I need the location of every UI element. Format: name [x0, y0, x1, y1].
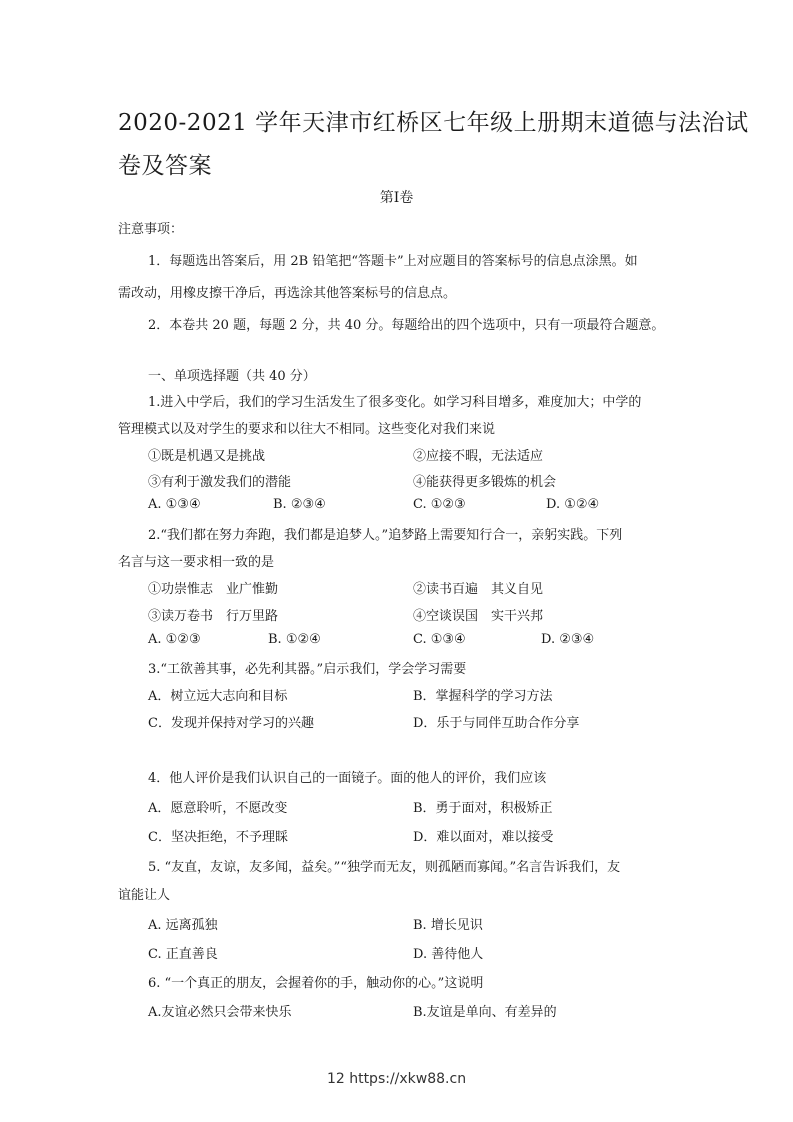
- notice-item-2: 2．本卷共 20 题，每题 2 分，共 40 分。每题给出的四个选项中，只有一项最符合题意。: [148, 318, 665, 333]
- question-6-option: B.友谊是单向、有差异的: [413, 1005, 557, 1020]
- question-1-statement: ③有利于激发我们的潜能: [148, 475, 292, 490]
- question-4-option: B．勇于面对，积极矫正: [413, 801, 553, 816]
- question-3-stem: 3.“工欲善其事，必先利其器。”启示我们，学会学习需要: [148, 662, 467, 677]
- question-4-option: D．难以面对，难以接受: [413, 830, 554, 845]
- question-2-statement: ④空谈误国 实干兴邦: [413, 609, 544, 624]
- volume-label: 第Ⅰ卷: [379, 190, 414, 206]
- question-1-statement: ②应接不暇，无法适应: [413, 449, 544, 464]
- question-1-option: A. ①③④: [148, 497, 201, 512]
- question-6-option: A.友谊必然只会带来快乐: [148, 1005, 292, 1020]
- question-2-stem: 2.“我们都在努力奔跑，我们都是追梦人。”追梦路上需要知行合一，亲躬实践。下列: [148, 528, 623, 543]
- question-1-option: B. ②③④: [273, 497, 326, 512]
- notice-heading: 注意事项：: [118, 222, 184, 237]
- question-2-statement: ①功崇惟志 业广惟勤: [148, 582, 279, 597]
- question-2-stem-cont: 名言与这一要求相一致的是: [118, 555, 275, 570]
- title-line-2: 卷及答案: [118, 153, 212, 179]
- question-1-stem-cont: 管理模式以及对学生的要求和以往大不相同。这些变化对我们来说: [118, 422, 496, 437]
- page-footer: 12 https://xkw88.cn: [326, 1071, 467, 1087]
- question-2-option: B. ①②④: [268, 632, 321, 647]
- question-2-option: D. ②③④: [541, 632, 595, 647]
- question-3-option: B．掌握科学的学习方法: [413, 689, 553, 704]
- part-heading: 一、单项选择题（共 40 分）: [148, 369, 316, 384]
- question-5-option: D. 善待他人: [413, 947, 484, 962]
- question-5-stem-cont: 谊能让人: [118, 888, 171, 903]
- question-4-option: C．坚决拒绝，不予理睬: [148, 830, 288, 845]
- question-1-statement: ④能获得更多锻炼的机会: [413, 475, 557, 490]
- question-3-option: D．乐于与同伴互助合作分享: [413, 716, 580, 731]
- question-3-option: A．树立远大志向和目标: [148, 689, 288, 704]
- question-2-option: A. ①②③: [148, 632, 201, 647]
- question-1-option: C. ①②③: [413, 497, 466, 512]
- question-1-option: D. ①②④: [546, 497, 600, 512]
- question-2-statement: ③读万卷书 行万里路: [148, 609, 279, 624]
- question-5-option: B. 增长见识: [413, 918, 483, 933]
- question-5-option: A. 远离孤独: [148, 918, 218, 933]
- notice-item-1a: 1．每题选出答案后，用 2B 铅笔把“答题卡”上对应题目的答案标号的信息点涂黑。如: [148, 254, 638, 269]
- question-1-stem: 1.进入中学后，我们的学习生活发生了很多变化。如学习科目增多，难度加大；中学的: [148, 395, 642, 410]
- notice-item-1b: 需改动，用橡皮擦干净后，再选涂其他答案标号的信息点。: [118, 286, 457, 301]
- question-2-statement: ②读书百遍 其义自见: [413, 582, 544, 597]
- question-1-statement: ①既是机遇又是挑战: [148, 449, 266, 464]
- question-5-stem: 5. “友直，友谅，友多闻，益矣。”“独学而无友，则孤陋而寡闻。”名言告诉我们，友: [148, 860, 621, 875]
- question-3-option: C．发现并保持对学习的兴趣: [148, 716, 314, 731]
- question-5-option: C. 正直善良: [148, 947, 218, 962]
- question-2-option: C. ①③④: [413, 632, 466, 647]
- question-4-option: A．愿意聆听，不愿改变: [148, 801, 288, 816]
- question-4-stem: 4．他人评价是我们认识自己的一面镜子。面的他人的评价，我们应该: [148, 771, 547, 786]
- question-6-stem: 6. “一个真正的朋友，会握着你的手，触动你的心。”这说明: [148, 976, 484, 991]
- title-line-1: 2020-2021 学年天津市红桥区七年级上册期末道德与法治试: [118, 110, 749, 136]
